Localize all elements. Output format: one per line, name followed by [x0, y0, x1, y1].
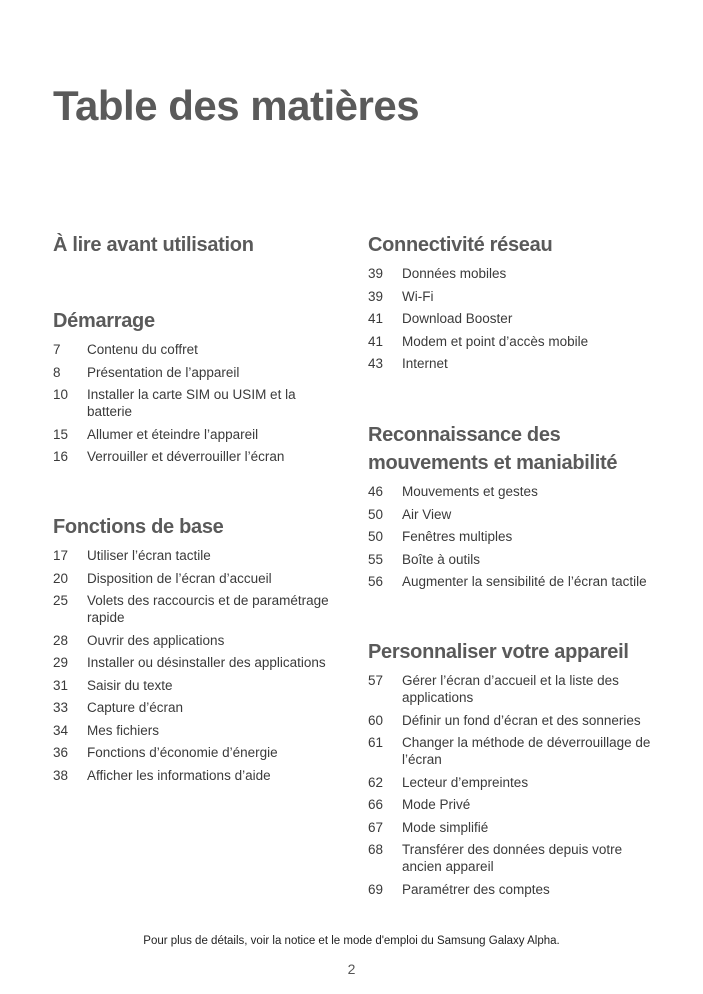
toc-entry[interactable]	[368, 774, 658, 791]
toc-entry[interactable]	[53, 677, 343, 694]
toc-page-number: 61	[368, 735, 384, 750]
toc-page-number: 31	[53, 677, 69, 693]
toc-entry[interactable]	[368, 528, 658, 545]
toc-list	[368, 672, 658, 898]
footer-note: Pour plus de détails, voir la notice et le mode d'emploi du Samsung Galaxy Alpha.	[143, 935, 560, 947]
toc-entry[interactable]	[53, 744, 343, 761]
toc-entry[interactable]	[53, 654, 343, 671]
toc-entry[interactable]	[368, 573, 658, 590]
toc-entry[interactable]	[368, 819, 658, 836]
toc-entry-text: Fenêtres multiples	[402, 529, 513, 544]
toc-entry[interactable]	[53, 570, 343, 587]
toc-page-number: 17	[53, 548, 69, 563]
toc-entry-text: Allumer et éteindre l’appareil	[87, 426, 259, 442]
toc-entry-text: Transférer des données depuis votre ancien appareil	[402, 842, 623, 874]
toc-entry-text: Air View	[402, 506, 452, 522]
toc-list	[368, 265, 658, 372]
toc-entry[interactable]	[53, 767, 343, 784]
toc-page-number: 36	[53, 745, 69, 760]
toc-entry-text: Augmenter la sensibilité de l’écran tactile	[402, 574, 647, 589]
toc-page-number: 50	[368, 506, 384, 522]
toc-entry[interactable]	[368, 288, 658, 305]
toc-entry[interactable]	[368, 355, 658, 372]
toc-page-number: 20	[53, 570, 69, 586]
toc-page-number: 7	[53, 342, 61, 357]
toc-entry[interactable]	[368, 483, 658, 500]
toc-entry[interactable]	[368, 734, 658, 768]
toc-entry-text: Mes fichiers	[87, 722, 160, 738]
toc-entry[interactable]	[368, 333, 658, 350]
toc-page-number: 39	[368, 266, 384, 281]
toc-page-number: 33	[53, 700, 69, 715]
toc-entry-text: Volets des raccourcis et de paramétrage rapide	[87, 593, 329, 625]
toc-page-number: 57	[368, 673, 384, 688]
toc-entry[interactable]	[368, 310, 658, 327]
toc-page-number: 29	[53, 655, 69, 670]
toc-entry-text: Gérer l’écran d’accueil et la liste des applications	[402, 673, 619, 705]
toc-entry[interactable]	[368, 841, 658, 875]
toc-entry-text: Mode Privé	[402, 797, 471, 812]
toc-entry-text: Changer la méthode de déverrouillage de l’écran	[402, 735, 651, 767]
toc-entry-text: Fonctions d’économie d’énergie	[87, 745, 278, 760]
toc-entry[interactable]	[53, 386, 343, 420]
toc-page-number: 55	[368, 551, 384, 567]
toc-entry[interactable]	[53, 547, 343, 564]
toc-list	[53, 547, 343, 784]
toc-entry-text: Présentation de l’appareil	[87, 364, 240, 380]
toc-entry[interactable]	[368, 551, 658, 568]
toc-entry-text: Ouvrir des applications	[87, 632, 225, 648]
toc-entry[interactable]	[53, 341, 343, 358]
toc-entry[interactable]	[368, 506, 658, 523]
toc-page-number: 46	[368, 484, 384, 499]
toc-page-number: 60	[368, 712, 384, 728]
toc-entry-text: Capture d’écran	[87, 700, 184, 715]
section-heading: À lire avant utilisation	[53, 234, 254, 256]
toc-page-number: 43	[368, 356, 384, 371]
page-title: Table des matières	[53, 82, 420, 129]
section-heading: Fonctions de base	[53, 516, 224, 538]
toc-entry-text: Afficher les informations d’aide	[87, 767, 271, 783]
toc-entry[interactable]	[53, 426, 343, 443]
toc-page-number: 15	[53, 426, 69, 442]
toc-entry-text: Installer la carte SIM ou USIM et la batterie	[87, 387, 296, 419]
toc-entry-text: Download Booster	[402, 311, 513, 326]
toc-section	[368, 638, 658, 903]
section-heading: Démarrage	[53, 310, 155, 332]
toc-entry-text: Saisir du texte	[87, 677, 173, 693]
toc-section	[368, 231, 658, 378]
toc-list	[368, 483, 658, 590]
toc-page-number: 41	[368, 333, 384, 349]
toc-page-number: 50	[368, 529, 384, 544]
toc-list	[53, 341, 343, 465]
toc-page-number: 8	[53, 364, 61, 380]
toc-page-number: 56	[368, 574, 384, 589]
toc-section	[53, 307, 343, 471]
toc-page-number: 34	[53, 722, 69, 738]
section-heading: Connectivité réseau	[368, 234, 553, 256]
toc-entry-text: Disposition de l’écran d’accueil	[87, 570, 272, 586]
toc-entry[interactable]	[368, 712, 658, 729]
toc-entry-text: Internet	[402, 356, 448, 371]
toc-entry-text: Boîte à outils	[402, 551, 481, 567]
section-heading: Personnaliser votre appareil	[368, 641, 629, 663]
toc-page-number: 16	[53, 449, 69, 464]
toc-page-number: 41	[368, 311, 384, 326]
toc-entry[interactable]	[53, 364, 343, 381]
section-heading: Reconnaissance des mouvements et maniabilité	[368, 424, 618, 474]
toc-entry-text: Modem et point d’accès mobile	[402, 333, 589, 349]
toc-entry[interactable]	[368, 672, 658, 706]
toc-entry[interactable]	[53, 699, 343, 716]
toc-section	[368, 421, 658, 596]
toc-entry[interactable]	[53, 448, 343, 465]
toc-page-number: 67	[368, 819, 384, 835]
toc-entry[interactable]	[53, 722, 343, 739]
toc-section	[53, 513, 343, 789]
page-number: 2	[347, 961, 356, 977]
toc-entry-text: Lecteur d’empreintes	[402, 774, 529, 790]
toc-entry[interactable]	[53, 632, 343, 649]
toc-page-number: 28	[53, 632, 69, 648]
toc-entry-text: Contenu du coffret	[87, 342, 198, 357]
toc-entry-text: Définir un fond d’écran et des sonneries	[402, 712, 641, 728]
toc-page-number: 38	[53, 767, 69, 783]
toc-entry[interactable]	[368, 881, 658, 898]
toc-entry-text: Mouvements et gestes	[402, 484, 538, 499]
toc-entry-text: Utiliser l’écran tactile	[87, 548, 211, 563]
toc-entry[interactable]	[368, 265, 658, 282]
toc-entry[interactable]	[53, 592, 343, 626]
toc-entry-text: Wi-Fi	[402, 288, 434, 304]
toc-entry[interactable]	[368, 796, 658, 813]
toc-entry-text: Mode simplifié	[402, 819, 489, 835]
toc-page-number: 10	[53, 387, 69, 402]
toc-page-number: 66	[368, 797, 384, 812]
toc-page-number: 39	[368, 288, 384, 304]
toc-entry-text: Données mobiles	[402, 266, 507, 281]
toc-page-number: 25	[53, 593, 69, 608]
toc-page-number: 69	[368, 881, 384, 897]
toc-entry-text: Verrouiller et déverrouiller l’écran	[87, 449, 285, 464]
toc-section	[53, 231, 343, 265]
toc-entry-text: Installer ou désinstaller des applications	[87, 655, 326, 670]
toc-page-number: 62	[368, 774, 384, 790]
toc-entry-text: Paramétrer des comptes	[402, 881, 550, 897]
toc-page-number: 68	[368, 842, 384, 857]
